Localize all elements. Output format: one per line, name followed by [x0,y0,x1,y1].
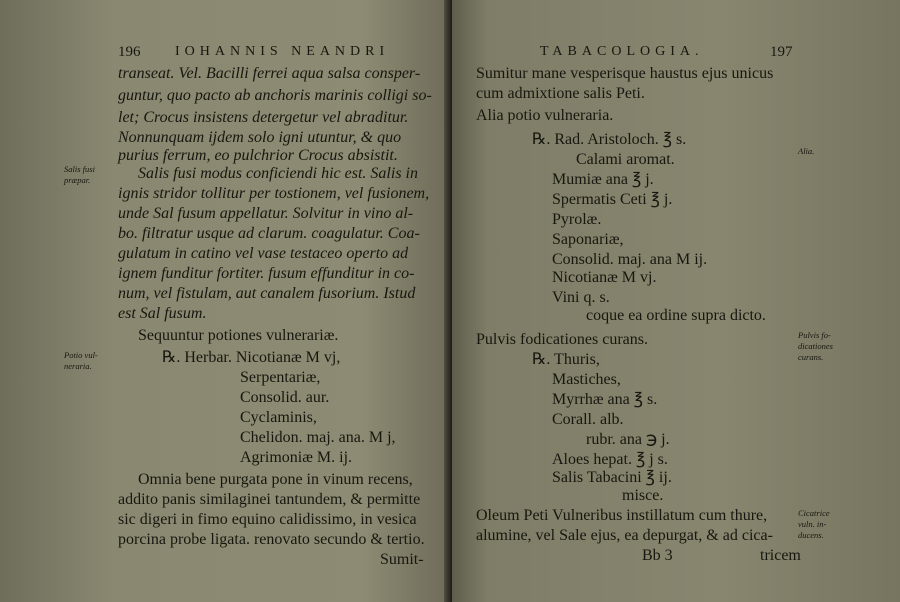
catchword: tricem [760,547,801,564]
section-heading: Alia potio vulneraria. [476,107,614,124]
text-line: Nonnunquam ijdem solo igni utuntur, & quo [118,129,402,146]
text-line: Oleum Peti Vulneribus instillatum cum thure, [476,507,768,524]
recipe-line: Nicotianæ M vj. [552,269,657,286]
recipe-line: Mumiæ ana ℥ j. [552,171,654,188]
recipe-line: Pyrolæ. [552,211,602,228]
text-line: Omnia bene purgata pone in vinum recens, [138,471,413,488]
text-line: ignem funditur fortiter. fusum effunditur in co- [118,265,415,282]
text-line: cum admixtione salis Peti. [476,85,645,102]
text-line: num, vel fistulam, aut canalem fusorium. Istud [118,285,416,302]
margin-note: Pulvis fo- [798,330,831,340]
margin-note: Potio vul- [64,350,98,360]
text-line: ignis stridor tollitur per tostionem, vel fusionem, [118,185,430,202]
recipe-line: Mastiches, [552,371,621,388]
text-line: bo. filtratur usque ad clarum. coagulatur. Coa- [118,225,420,242]
text-line: purius ferrum, eo pulchrior Crocus absistit. [118,147,398,164]
text-line: addito panis similaginei tantundem, & permitte [118,491,421,508]
text-line: gulatum in catino vel vase testaceo operto ad [118,245,409,262]
section-heading: Pulvis fodicationes curans. [476,331,648,348]
recipe-line: Myrrhæ ana ℥ s. [552,391,658,408]
text-line: guntur, quo pacto ab anchoris marinis colligi so- [118,87,432,104]
margin-note: neraria. [64,361,92,371]
text-line: let; Crocus insistens detergetur vel abraditur. [118,109,409,126]
recipe-line: Agrimoniæ M. ij. [240,449,353,466]
recipe-line: Corall. alb. [552,411,624,428]
page-number: 196 [118,44,141,60]
running-head: IOHANNIS NEANDRI [175,44,390,59]
text-line: est Sal fusum. [118,305,207,322]
text-line: Sumitur mane vesperisque haustus ejus unicus [476,65,774,82]
recipe-line: Aloes hepat. ℥ j s. [552,451,668,468]
recipe-line: ℞. Herbar. Nicotianæ M vj, [162,349,341,366]
recipe-line: Consolid. maj. ana M ij. [552,251,708,268]
page-number: 197 [770,44,793,60]
section-heading: Sequuntur potiones vulnerariæ. [138,327,339,344]
recipe-line: Chelidon. maj. ana. M j, [240,429,396,446]
recipe-line: Calami aromat. [576,151,675,168]
recipe-line: Spermatis Ceti ℥ j. [552,191,673,208]
margin-note: Alia. [798,146,815,156]
text-line: porcina probe ligata. renovato secundo & tertio. [118,531,425,548]
recipe-line: Serpentariæ, [240,369,321,386]
recipe-line: ℞. Thuris, [532,351,600,368]
margin-note: dicationes [798,341,833,351]
recipe-line: Vini q. s. [552,289,610,306]
running-head: TABACOLOGIA. [540,44,704,59]
catchword: Sumit- [380,551,424,568]
text-line: sic digeri in fimo equino calidissimo, in vesica [118,511,417,528]
recipe-line: Cyclaminis, [240,409,317,426]
recipe-line: misce. [622,487,664,504]
text-line: transeat. Vel. Bacilli ferrei aqua salsa consper- [118,65,421,82]
signature-mark: Bb 3 [642,547,673,564]
recipe-line: Saponariæ, [552,231,624,248]
text-line: unde Sal fusum appellatur. Solvitur in vino al- [118,205,414,222]
recipe-line: coque ea ordine supra dicto. [586,307,766,324]
margin-note: præpar. [64,175,91,185]
text-line: Salis fusi modus conficiendi hic est. Salis in [138,165,418,182]
margin-note: Salis fusi [64,164,95,174]
recipe-line: Consolid. aur. [240,389,330,406]
recipe-line: Salis Tabacini ℥ ij. [552,469,672,486]
margin-note: vuln. in- [798,519,827,529]
recipe-line: ℞. Rad. Aristoloch. ℥ s. [532,131,687,148]
margin-note: curans. [798,352,824,362]
recipe-line: rubr. ana ℈ j. [586,431,670,448]
right-page [452,0,900,602]
text-line: alumine, vel Sale ejus, ea depurgat, & ad cica- [476,527,773,544]
margin-note: Cicatrice [798,508,830,518]
margin-note: ducens. [798,530,824,540]
